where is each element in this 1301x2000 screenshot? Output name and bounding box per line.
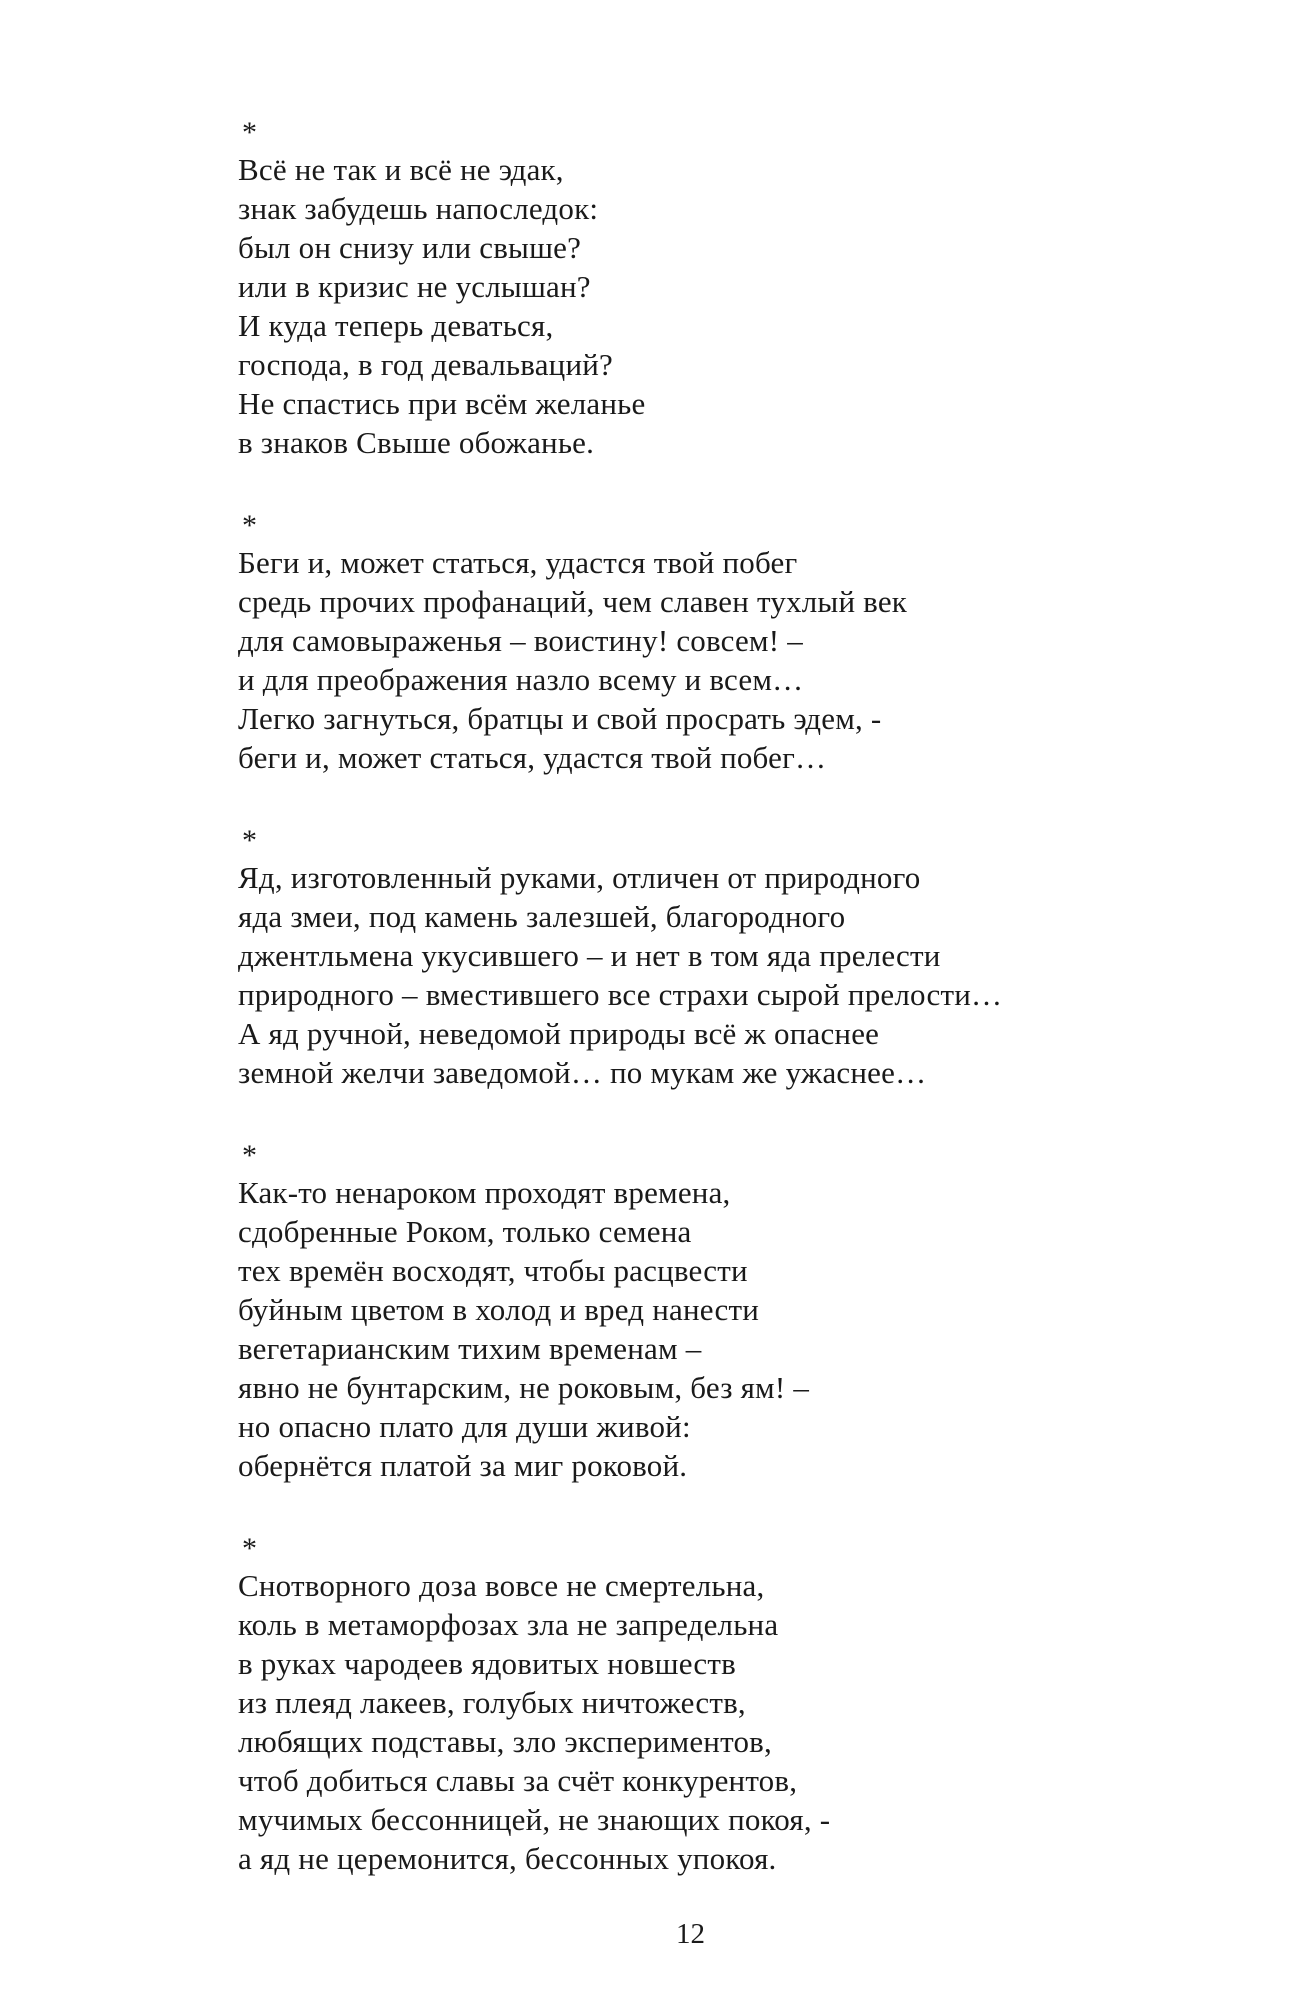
poem-line: но опасно плато для души живой:	[238, 1409, 691, 1444]
poem-line: для самовыраженья – воистину! совсем! –	[238, 623, 803, 658]
poem-lines	[238, 858, 1258, 1092]
poem-5	[238, 1534, 1258, 1878]
poem-lines	[238, 1173, 1258, 1485]
poem-line: обернётся платой за миг роковой.	[238, 1448, 688, 1483]
poem-line: Снотворного доза вовсе не смертельна,	[238, 1568, 765, 1603]
poem-line: чтоб добиться славы за счёт конкурентов,	[238, 1763, 798, 1798]
poem-lines	[238, 1566, 1258, 1878]
poem-line: в знаков Свыше обожанье.	[238, 425, 595, 460]
poem-line: беги и, может статься, удастся твой побег…	[238, 740, 827, 775]
poem-line: сдобренные Роком, только семена	[238, 1214, 692, 1249]
poem-line: А яд ручной, неведомой природы всё ж опаснее	[238, 1016, 880, 1051]
poem-line: средь прочих профанаций, чем славен тухлый век	[238, 584, 908, 619]
poem-1	[238, 118, 1258, 462]
poem-line: мучимых бессонницей, не знающих покоя, -	[238, 1802, 831, 1837]
poem-line: природного – вместившего все страхи сырой прелости…	[238, 977, 1003, 1012]
poem-line: Легко загнуться, братцы и свой просрать эдем, -	[238, 701, 882, 736]
poem-line: или в кризис не услышан?	[238, 269, 591, 304]
poem-line: и для преображения назло всему и всем…	[238, 662, 804, 697]
poem-line: Не спастись при всём желанье	[238, 386, 646, 421]
poem-lines	[238, 150, 1258, 462]
poem-2	[238, 511, 1258, 777]
page-number: 12	[676, 1918, 705, 1950]
poem-line: земной желчи заведомой… по мукам же ужаснее…	[238, 1055, 927, 1090]
poem-line: знак забудешь напоследок:	[238, 191, 599, 226]
poem-line: Как-то ненароком проходят времена,	[238, 1175, 731, 1210]
poem-line: господа, в год девальваций?	[238, 347, 613, 382]
poem-line: джентльмена укусившего – и нет в том яда прелести	[238, 938, 941, 973]
poem-line: а яд не церемонится, бессонных упокоя.	[238, 1841, 777, 1876]
poem-line: коль в метаморфозах зла не запредельна	[238, 1607, 779, 1642]
poem-line: Яд, изготовленный руками, отличен от природного	[238, 860, 921, 895]
poem-line: яда змеи, под камень залезшей, благородного	[238, 899, 846, 934]
poem-line: явно не бунтарским, не роковым, без ям! –	[238, 1370, 810, 1405]
poem-line: Всё не так и всё не эдак,	[238, 152, 564, 187]
poem-separator-asterisk: *	[242, 116, 257, 149]
page-text	[238, 118, 1258, 1878]
poem-line: буйным цветом в холод и вред нанести	[238, 1292, 760, 1327]
poem-line: любящих подставы, зло экспериментов,	[238, 1724, 772, 1759]
poem-line: в руках чародеев ядовитых новшеств	[238, 1646, 736, 1681]
poem-line: тех времён восходят, чтобы расцвести	[238, 1253, 748, 1288]
poem-line: был он снизу или свыше?	[238, 230, 582, 265]
poem-lines	[238, 543, 1258, 777]
poem-line: из плеяд лакеев, голубых ничтожеств,	[238, 1685, 746, 1720]
poem-line: И куда теперь деваться,	[238, 308, 554, 343]
poem-4	[238, 1141, 1258, 1485]
poem-3	[238, 826, 1258, 1092]
poem-line: Беги и, может статься, удастся твой побег	[238, 545, 798, 580]
poem-separator-asterisk: *	[242, 1532, 257, 1565]
poem-separator-asterisk: *	[242, 1139, 257, 1172]
poem-line: вегетарианским тихим временам –	[238, 1331, 702, 1366]
poem-separator-asterisk: *	[242, 824, 257, 857]
poem-separator-asterisk: *	[242, 509, 257, 542]
